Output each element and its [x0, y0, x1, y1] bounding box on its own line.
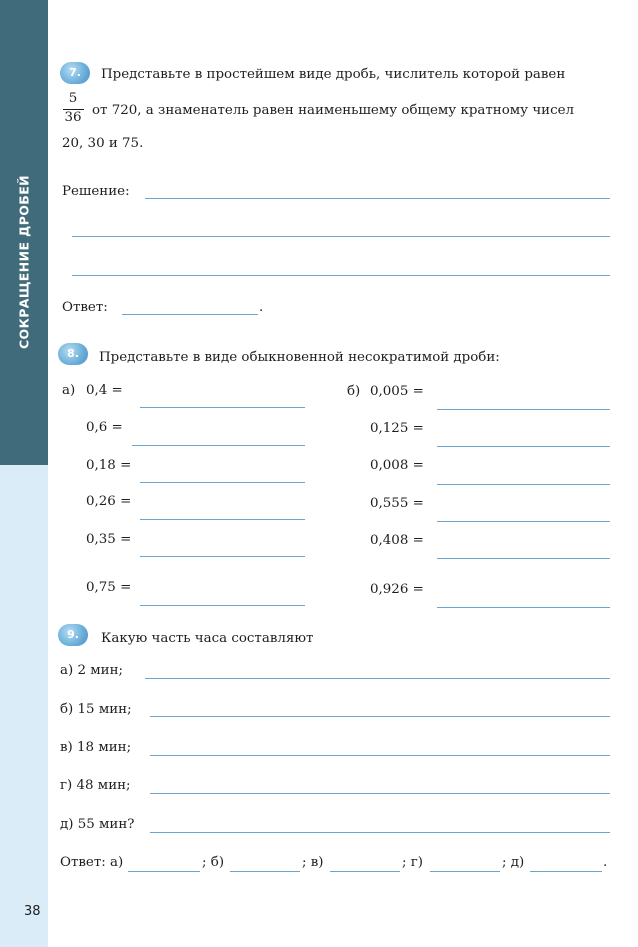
- col-a-item: 0,4 =: [86, 383, 123, 398]
- answer-v-line[interactable]: [330, 871, 400, 872]
- col-b-answer-line[interactable]: [437, 409, 610, 410]
- col-a-label: а): [62, 383, 76, 398]
- answer-period: .: [259, 300, 264, 315]
- task-9-answer-line[interactable]: [150, 832, 610, 833]
- answer-line[interactable]: [122, 314, 258, 315]
- col-a-item: 0,18 =: [86, 458, 132, 473]
- col-b-item: 0,008 =: [370, 458, 424, 473]
- answer-label: Ответ:: [62, 300, 108, 315]
- answer-end: .: [603, 855, 608, 870]
- fraction-denominator: 36: [64, 110, 82, 125]
- answer-sep-b: ; б): [202, 855, 225, 870]
- task-9-item: а) 2 мин;: [60, 663, 124, 678]
- solution-line-1[interactable]: [145, 198, 610, 199]
- col-b-answer-line[interactable]: [437, 558, 610, 559]
- col-a-answer-line[interactable]: [140, 482, 305, 483]
- task-9-item: б) 15 мин;: [60, 702, 132, 717]
- task-8-badge: 8.: [58, 343, 88, 365]
- col-a-answer-line[interactable]: [132, 445, 305, 446]
- solution-label: Решение:: [62, 184, 130, 199]
- col-b-item: 0,005 =: [370, 384, 424, 399]
- col-b-answer-line[interactable]: [437, 521, 610, 522]
- answer-sep-d: ; д): [502, 855, 525, 870]
- task-9-answer-line[interactable]: [150, 755, 610, 756]
- col-a-item: 0,75 =: [86, 580, 132, 595]
- col-b-answer-line[interactable]: [437, 484, 610, 485]
- answer-sep-v: ; в): [302, 855, 324, 870]
- task-7-badge: 7.: [60, 62, 90, 84]
- col-b-item: 0,125 =: [370, 421, 424, 436]
- solution-line-3[interactable]: [72, 275, 610, 276]
- col-a-answer-line[interactable]: [140, 556, 305, 557]
- col-b-label: б): [347, 384, 361, 399]
- col-b-item: 0,555 =: [370, 496, 424, 511]
- task-9-item: д) 55 мин?: [60, 817, 135, 832]
- answer-a-line[interactable]: [128, 871, 200, 872]
- col-a-item: 0,35 =: [86, 532, 132, 547]
- answer-d-line[interactable]: [530, 871, 602, 872]
- task-9-answer-line[interactable]: [145, 678, 610, 679]
- task-9-answer-line[interactable]: [150, 716, 610, 717]
- task-9-item: в) 18 мин;: [60, 740, 132, 755]
- task-9-text: Какую часть часа составляют: [101, 631, 314, 646]
- task-9-badge: 9.: [58, 624, 88, 646]
- col-b-answer-line[interactable]: [437, 446, 610, 447]
- col-a-item: 0,26 =: [86, 494, 132, 509]
- side-margin: [0, 465, 48, 947]
- task-7-line1: Представьте в простейшем виде дробь, числитель которой равен: [101, 67, 566, 82]
- task-9-answer-line[interactable]: [150, 793, 610, 794]
- solution-line-2[interactable]: [72, 236, 610, 237]
- task-8-text: Представьте в виде обыкновенной несократимой дроби:: [99, 350, 500, 365]
- col-a-answer-line[interactable]: [140, 605, 305, 606]
- col-a-answer-line[interactable]: [140, 519, 305, 520]
- page-number: 38: [24, 904, 41, 919]
- task-9-answer-prefix: Ответ: а): [60, 855, 124, 870]
- col-b-item: 0,926 =: [370, 582, 424, 597]
- task-7-line3: 20, 30 и 75.: [62, 136, 144, 151]
- col-b-answer-line[interactable]: [437, 607, 610, 608]
- answer-sep-g: ; г): [402, 855, 424, 870]
- col-a-answer-line[interactable]: [140, 407, 305, 408]
- task-9-item: г) 48 мин;: [60, 778, 131, 793]
- fraction-numerator: 5: [68, 91, 78, 106]
- answer-g-line[interactable]: [430, 871, 500, 872]
- col-b-item: 0,408 =: [370, 533, 424, 548]
- answer-b-line[interactable]: [230, 871, 300, 872]
- col-a-item: 0,6 =: [86, 420, 123, 435]
- task-7-line2: от 720, а знаменатель равен наименьшему общему кратному чисел: [92, 103, 575, 118]
- side-tab-title: СОКРАЩЕНИЕ ДРОБЕЙ: [16, 174, 32, 350]
